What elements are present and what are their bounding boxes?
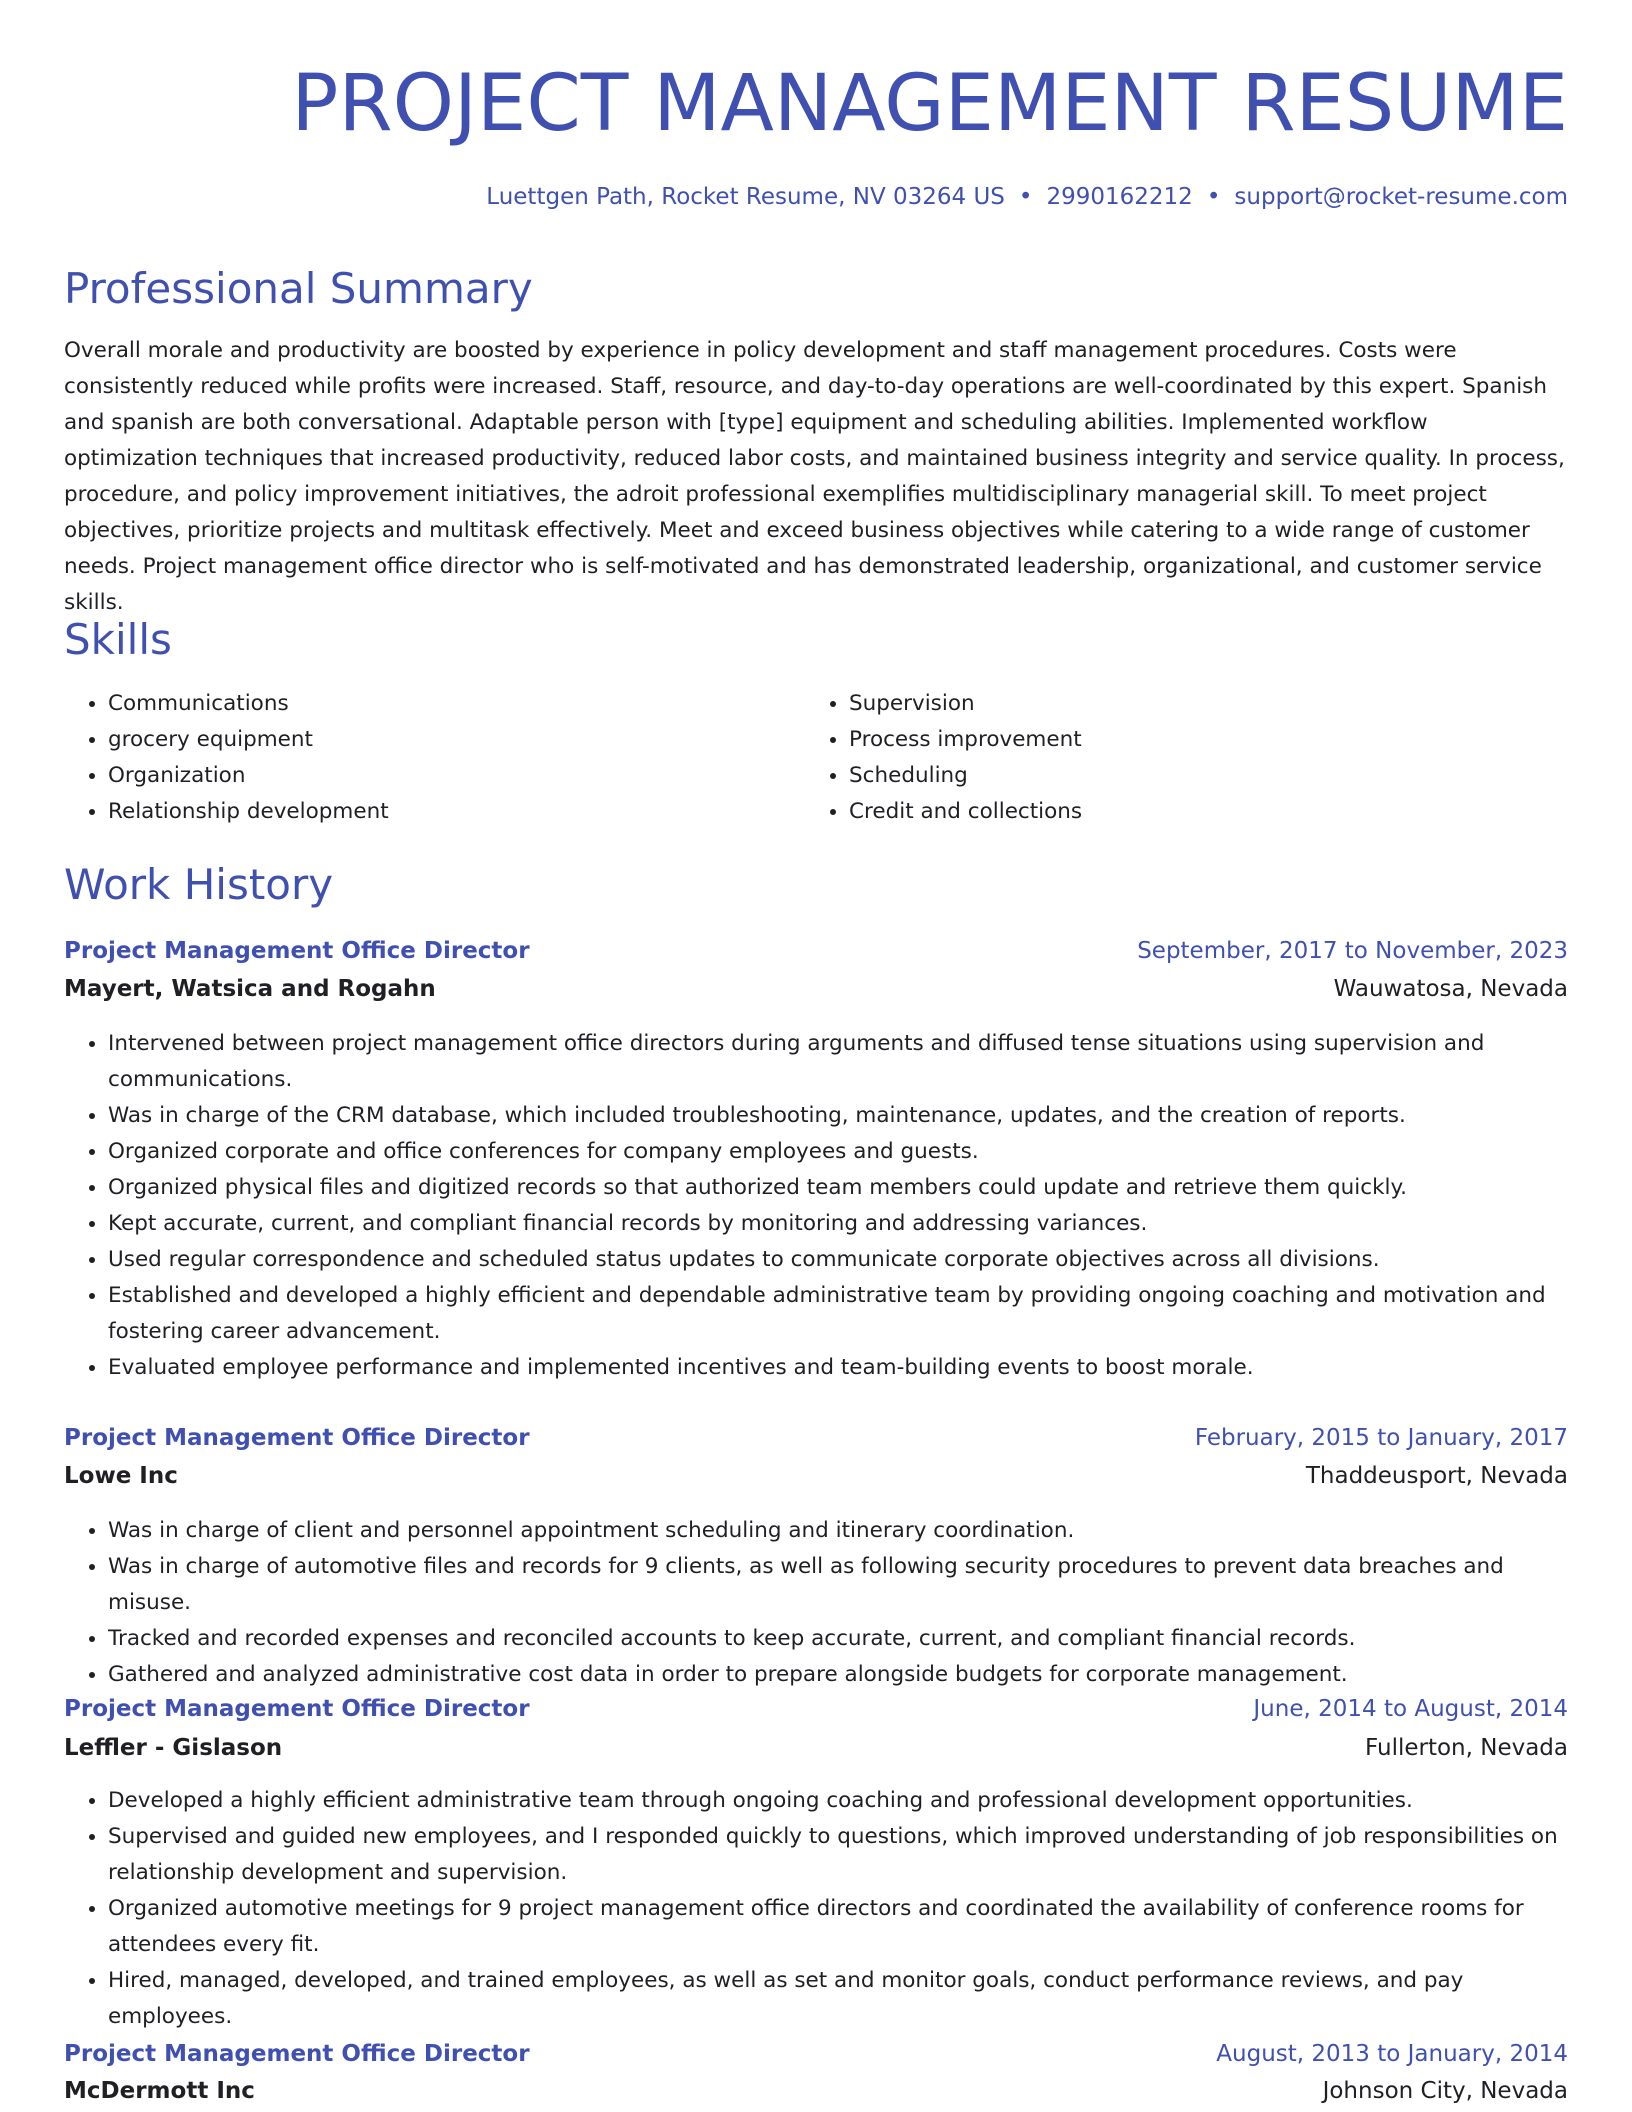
job-bullet: • Gathered and analyzed administrative cost data in order to prepare alongside budgets for corporate management.	[108, 1657, 1568, 1693]
skill-item: • Process improvement	[849, 722, 1505, 758]
job-bullets	[64, 1026, 1568, 1386]
contact-line	[486, 180, 1568, 214]
job-bullet: • Was in charge of the CRM database, which included troubleshooting, maintenance, updates, and the creation of reports.	[108, 1098, 1568, 1134]
job-title: Project Management Office Director	[64, 1425, 530, 1451]
contact-email[interactable]: support@rocket-resume.com	[1234, 184, 1568, 210]
resume-title: PROJECT MANAGEMENT RESUME	[291, 59, 1568, 149]
job-bullet: • Organized corporate and office conferences for company employees and guests.	[108, 1134, 1568, 1170]
job-company: Mayert, Watsica and Rogahn	[64, 976, 436, 1002]
skills-right-column	[805, 686, 1505, 830]
skill-item: • Supervision	[849, 686, 1505, 722]
job-bullet: • Organized physical files and digitized records so that authorized team members could update and retrieve them quickly.	[108, 1170, 1568, 1206]
job-location: Fullerton, Nevada	[1365, 1735, 1568, 1761]
skill-item: • Organization	[108, 758, 764, 794]
job-location: Thaddeusport, Nevada	[1305, 1463, 1568, 1489]
skill-item: • Communications	[108, 686, 764, 722]
skill-item: • Scheduling	[849, 758, 1505, 794]
summary-text: Overall morale and productivity are boosted by experience in policy development and staff management procedures. Costs were consistently reduced while profits were increased. Staff, resource, and day-to-day operations are well-coordinated by this expert. Spanish and spanish are both conversational. Adaptable person with [type] equipment and scheduling abilities. Implemented workflow optimization techniques that increased productivity, reduced labor costs, and maintained business integrity and service quality. In process, procedure, and policy improvement initiatives, the adroit professional exemplifies multidisciplinary managerial skill. To meet project objectives, prioritize projects and multitask effectively. Meet and exceed business objectives while catering to a wide range of customer needs. Project management office director who is self-motivated and has demonstrated leadership, organizational, and customer service skills.	[64, 338, 1565, 615]
skills-heading: Skills	[64, 615, 172, 664]
work-history-heading: Work History	[64, 860, 334, 909]
job-dates: June, 2014 to August, 2014	[1253, 1696, 1568, 1722]
job-bullet: • Organized automotive meetings for 9 project management office directors and coordinated the availability of conference rooms for attendees every fit.	[108, 1891, 1568, 1963]
job-dates: February, 2015 to January, 2017	[1194, 1425, 1568, 1451]
job-dates: September, 2017 to November, 2023	[1137, 938, 1568, 964]
job-bullet: • Kept accurate, current, and compliant financial records by monitoring and addressing variances.	[108, 1206, 1568, 1242]
job-bullet: • Intervened between project management office directors during arguments and diffused tense situations using supervision and communications.	[108, 1026, 1568, 1098]
job-title: Project Management Office Director	[64, 1696, 530, 1722]
summary-heading: Professional Summary	[64, 264, 533, 313]
job-title: Project Management Office Director	[64, 2041, 530, 2067]
job-dates: August, 2013 to January, 2014	[1216, 2041, 1568, 2067]
skill-item: • grocery equipment	[108, 722, 764, 758]
job-bullet: • Established and developed a highly efficient and dependable administrative team by providing ongoing coaching and motivation and fostering career advancement.	[108, 1278, 1568, 1350]
job-bullet: • Developed a highly efficient administrative team through ongoing coaching and professional development opportunities.	[108, 1783, 1568, 1819]
contact-separator: •	[1018, 184, 1033, 210]
job-bullets	[64, 1783, 1568, 2035]
job-bullet: • Evaluated employee performance and implemented incentives and team-building events to boost morale.	[108, 1350, 1568, 1386]
contact-phone: 2990162212	[1046, 184, 1193, 210]
job-location: Wauwatosa, Nevada	[1333, 976, 1568, 1002]
job-title: Project Management Office Director	[64, 938, 530, 964]
job-bullets	[64, 1513, 1568, 1693]
job-bullet: • Tracked and recorded expenses and reconciled accounts to keep accurate, current, and compliant financial records.	[108, 1621, 1568, 1657]
skills-left-column	[64, 686, 764, 830]
job-location: Johnson City, Nevada	[1322, 2078, 1568, 2104]
job-bullet: • Was in charge of client and personnel appointment scheduling and itinerary coordination.	[108, 1513, 1568, 1549]
contact-address: Luettgen Path, Rocket Resume, NV 03264 US	[486, 184, 1005, 210]
skill-item: • Credit and collections	[849, 794, 1505, 830]
job-company: McDermott Inc	[64, 2078, 255, 2104]
job-bullet: • Used regular correspondence and scheduled status updates to communicate corporate objectives across all divisions.	[108, 1242, 1568, 1278]
skill-item: • Relationship development	[108, 794, 764, 830]
job-company: Lowe Inc	[64, 1463, 178, 1489]
job-bullet: • Hired, managed, developed, and trained employees, as well as set and monitor goals, conduct performance reviews, and pay employees.	[108, 1963, 1568, 2035]
contact-separator: •	[1206, 184, 1221, 210]
job-bullet: • Supervised and guided new employees, and I responded quickly to questions, which improved understanding of job responsibilities on relationship development and supervision.	[108, 1819, 1568, 1891]
job-company: Leffler - Gislason	[64, 1735, 283, 1761]
job-bullet: • Was in charge of automotive files and records for 9 clients, as well as following security procedures to prevent data breaches and misuse.	[108, 1549, 1568, 1621]
